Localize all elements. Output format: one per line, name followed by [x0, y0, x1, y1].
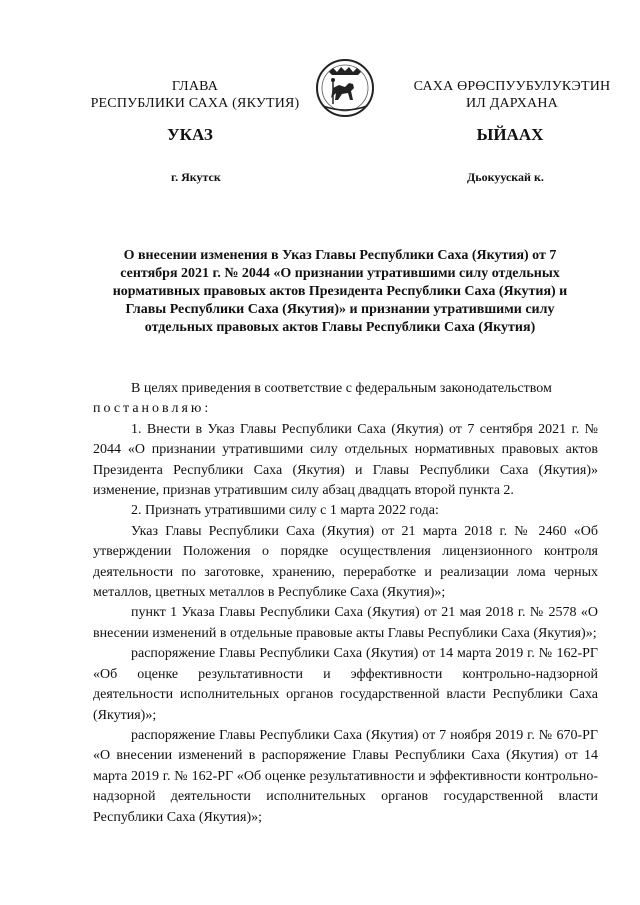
paragraph-act-2: пункт 1 Указа Главы Республики Саха (Якутия) от 21 мая 2018 г. № 2578 «О внесении изменений в отдельные правовые акты Главы Республики Саха (Якутия)»; [93, 605, 598, 641]
emblem-icon [309, 58, 381, 118]
document-body [93, 379, 598, 828]
paragraph-decree: постановляю: [93, 401, 212, 417]
header-right [392, 78, 632, 112]
document-title: О внесении изменения в Указ Главы Республики Саха (Якутия) от 7 сентября 2021 г. № 2044 «О признании утратившими силу отдельных нормативных правовых актов Президента Республики Саха (Якутия) и Главы Республики Саха (Якутия)» и признании утратившими силу отдельных правовых актов Главы Республики Саха (Якутия) [112, 248, 568, 335]
paragraph-act-3: распоряжение Главы Республики Саха (Якутия) от 14 марта 2019 г. № 162-РГ «Об оценке результативности и эффективности контрольно-надзорной деятельности исполнительных органов государственной власти Республики Саха (Якутия)»; [93, 646, 598, 723]
city-left: г. Якутск [171, 170, 221, 184]
header-right-line2: ИЛ ДАРХАНА [465, 96, 558, 111]
paragraph-preamble: В целях приведения в соответствие с федеральным законодательством [131, 381, 552, 396]
paragraph-act-4: распоряжение Главы Республики Саха (Якутия) от 7 ноября 2019 г. № 670-РГ «О внесении изменений в распоряжение Главы Республики Саха (Якутия) от 14 марта 2019 г. № 162-РГ «Об оценке результативности и эффективности контрольно-надзорной деятельности исполнительных органов государственной власти Республики Саха (Якутия)»; [93, 727, 598, 825]
header-left-line2: РЕСПУБЛИКИ САХА (ЯКУТИЯ) [90, 96, 300, 111]
header-right-line1: САХА ӨРӨСПУУБУЛУКЭТИН [413, 79, 611, 94]
title-left: УКАЗ [167, 125, 213, 144]
paragraph-item-2: 2. Признать утратившими силу с 1 марта 2022 года: [131, 503, 439, 519]
header-left-line1: ГЛАВА [171, 79, 219, 94]
paragraph-item-1: 1. Внести в Указ Главы Республики Саха (Якутия) от 7 сентября 2021 г. № 2044 «О признании утратившими силу отдельных нормативных правовых актов Президента Республики Саха (Якутия) и Главы Республики Саха (Якутия)» изменение, признав утратившим силу абзац двадцать второй пункта 2. [93, 421, 598, 499]
title-right: ЫЙААХ [476, 125, 544, 144]
city-right: Дьокуускай к. [467, 170, 544, 184]
paragraph-act-1: Указ Главы Республики Саха (Якутия) от 21 марта 2018 г. № 2460 «Об утверждении Положения о порядке осуществления лицензионного контроля деятельности по заготовке, хранению, переработке и реализации лома черных металлов, цветных металлов в Республике Саха (Якутия)»; [93, 523, 598, 601]
header-left [80, 78, 310, 112]
